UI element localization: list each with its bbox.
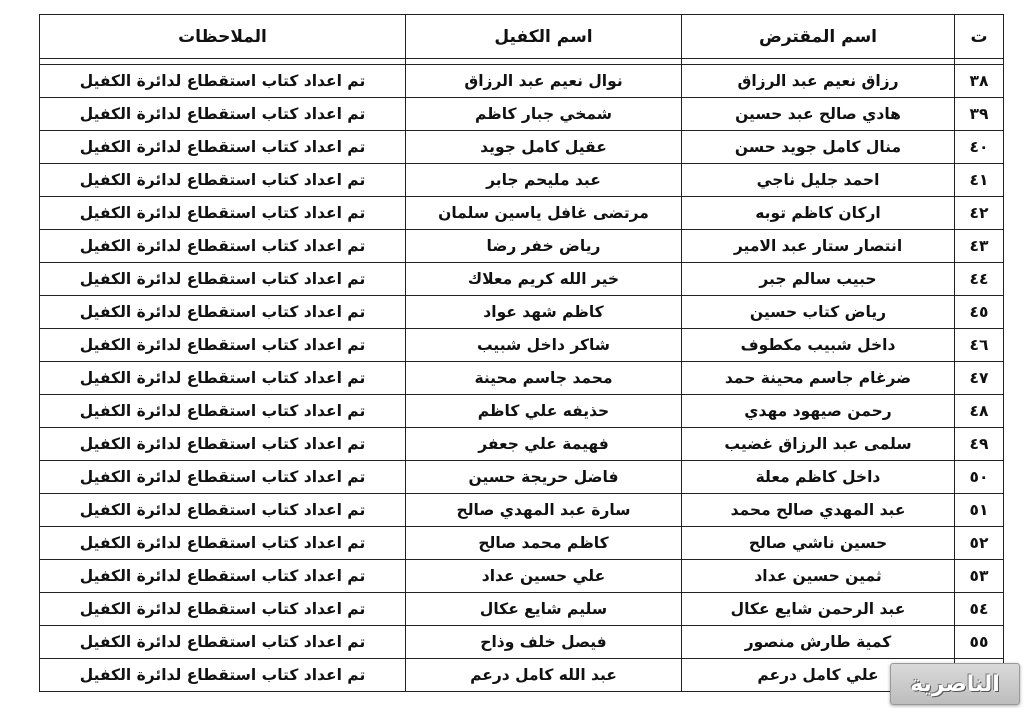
row-note: تم اعداد كتاب استقطاع لدائرة الكفيل xyxy=(40,65,406,98)
row-number: ٤٨ xyxy=(955,395,1004,428)
guarantor-name: محمد جاسم محينة xyxy=(406,362,682,395)
guarantor-name: رياض خفر رضا xyxy=(406,230,682,263)
row-number: ٥١ xyxy=(955,494,1004,527)
row-note: تم اعداد كتاب استقطاع لدائرة الكفيل xyxy=(40,296,406,329)
row-number: ٥٥ xyxy=(955,626,1004,659)
borrower-name: عبد الرحمن شايع عكال xyxy=(682,593,955,626)
row-note: تم اعداد كتاب استقطاع لدائرة الكفيل xyxy=(40,461,406,494)
row-note: تم اعداد كتاب استقطاع لدائرة الكفيل xyxy=(40,494,406,527)
row-note: تم اعداد كتاب استقطاع لدائرة الكفيل xyxy=(40,131,406,164)
borrower-name: ضرغام جاسم محينة حمد xyxy=(682,362,955,395)
row-note: تم اعداد كتاب استقطاع لدائرة الكفيل xyxy=(40,395,406,428)
borrower-name: كمية طارش منصور xyxy=(682,626,955,659)
header-notes: الملاحظات xyxy=(40,15,406,59)
table-row xyxy=(40,131,1004,164)
borrower-name: احمد جليل ناجي xyxy=(682,164,955,197)
loans-table xyxy=(39,14,1004,692)
borrower-name: داخل كاظم معلة xyxy=(682,461,955,494)
header-borrower: اسم المقترض xyxy=(682,15,955,59)
table-header-row xyxy=(40,15,1004,59)
table-row xyxy=(40,395,1004,428)
borrower-name: منال كامل جويد حسن xyxy=(682,131,955,164)
naseriya-watermark-logo xyxy=(890,663,1020,705)
guarantor-name: عبد الله كامل درعم xyxy=(406,659,682,692)
row-note: تم اعداد كتاب استقطاع لدائرة الكفيل xyxy=(40,626,406,659)
row-note: تم اعداد كتاب استقطاع لدائرة الكفيل xyxy=(40,98,406,131)
table-row xyxy=(40,65,1004,98)
row-number: ٤٩ xyxy=(955,428,1004,461)
row-note: تم اعداد كتاب استقطاع لدائرة الكفيل xyxy=(40,428,406,461)
table-row xyxy=(40,626,1004,659)
guarantor-name: خير الله كريم معلاك xyxy=(406,263,682,296)
row-number: ٤٣ xyxy=(955,230,1004,263)
row-number: ٥٠ xyxy=(955,461,1004,494)
table-row xyxy=(40,494,1004,527)
guarantor-name: مرتضى غافل ياسين سلمان xyxy=(406,197,682,230)
row-number: ٤٦ xyxy=(955,329,1004,362)
borrower-name: رياض كتاب حسين xyxy=(682,296,955,329)
table-row xyxy=(40,329,1004,362)
row-note: تم اعداد كتاب استقطاع لدائرة الكفيل xyxy=(40,263,406,296)
table-row xyxy=(40,362,1004,395)
row-note: تم اعداد كتاب استقطاع لدائرة الكفيل xyxy=(40,560,406,593)
row-note: تم اعداد كتاب استقطاع لدائرة الكفيل xyxy=(40,593,406,626)
row-number: ٣٨ xyxy=(955,65,1004,98)
table-row xyxy=(40,527,1004,560)
borrower-name: هادي صالح عبد حسين xyxy=(682,98,955,131)
row-note: تم اعداد كتاب استقطاع لدائرة الكفيل xyxy=(40,230,406,263)
guarantor-name: علي حسين عداد xyxy=(406,560,682,593)
row-note: تم اعداد كتاب استقطاع لدائرة الكفيل xyxy=(40,362,406,395)
guarantor-name: عقيل كامل جويد xyxy=(406,131,682,164)
borrower-name: انتصار ستار عبد الامير xyxy=(682,230,955,263)
row-note: تم اعداد كتاب استقطاع لدائرة الكفيل xyxy=(40,659,406,692)
borrower-name: حسين ناشي صالح xyxy=(682,527,955,560)
borrower-name: اركان كاظم توبه xyxy=(682,197,955,230)
row-note: تم اعداد كتاب استقطاع لدائرة الكفيل xyxy=(40,164,406,197)
row-number: ٥٢ xyxy=(955,527,1004,560)
table-body xyxy=(40,59,1004,692)
guarantor-name: شمخي جبار كاظم xyxy=(406,98,682,131)
table-row xyxy=(40,263,1004,296)
table-row xyxy=(40,428,1004,461)
guarantor-name: فيصل خلف وذاح xyxy=(406,626,682,659)
header-guarantor: اسم الكفيل xyxy=(406,15,682,59)
row-number: ٥٤ xyxy=(955,593,1004,626)
table-row xyxy=(40,659,1004,692)
row-number: ٤٥ xyxy=(955,296,1004,329)
guarantor-name: حذيفه علي كاظم xyxy=(406,395,682,428)
row-number: ٤١ xyxy=(955,164,1004,197)
borrower-name: علي كامل درعم xyxy=(682,659,955,692)
borrower-name: رزاق نعيم عبد الرزاق xyxy=(682,65,955,98)
row-number: ٥٣ xyxy=(955,560,1004,593)
table-row xyxy=(40,98,1004,131)
borrower-name: ثمين حسين عداد xyxy=(682,560,955,593)
guarantor-name: نوال نعيم عبد الرزاق xyxy=(406,65,682,98)
watermark-text: الناصرية xyxy=(910,671,1000,697)
row-number: ٤٧ xyxy=(955,362,1004,395)
borrower-name: عبد المهدي صالح محمد xyxy=(682,494,955,527)
table-row xyxy=(40,164,1004,197)
table-row xyxy=(40,593,1004,626)
table-row xyxy=(40,461,1004,494)
guarantor-name: فهيمة علي جعفر xyxy=(406,428,682,461)
table-row xyxy=(40,230,1004,263)
borrower-name: سلمى عبد الرزاق غضيب xyxy=(682,428,955,461)
borrower-name: رحمن صيهود مهدي xyxy=(682,395,955,428)
row-number: ٤٢ xyxy=(955,197,1004,230)
row-note: تم اعداد كتاب استقطاع لدائرة الكفيل xyxy=(40,527,406,560)
borrower-name: حبيب سالم جبر xyxy=(682,263,955,296)
guarantor-name: كاظم محمد صالح xyxy=(406,527,682,560)
guarantor-name: شاكر داخل شبيب xyxy=(406,329,682,362)
guarantor-name: كاظم شهد عواد xyxy=(406,296,682,329)
guarantor-name: عبد مليحم جابر xyxy=(406,164,682,197)
row-number: ٤٠ xyxy=(955,131,1004,164)
table-row xyxy=(40,197,1004,230)
guarantor-name: سارة عبد المهدي صالح xyxy=(406,494,682,527)
table-row xyxy=(40,296,1004,329)
guarantor-name: فاضل حريجة حسين xyxy=(406,461,682,494)
row-note: تم اعداد كتاب استقطاع لدائرة الكفيل xyxy=(40,197,406,230)
row-note: تم اعداد كتاب استقطاع لدائرة الكفيل xyxy=(40,329,406,362)
row-number: ٤٤ xyxy=(955,263,1004,296)
header-num: ت xyxy=(955,15,1004,59)
row-number: ٣٩ xyxy=(955,98,1004,131)
guarantor-name: سليم شايع عكال xyxy=(406,593,682,626)
table-row xyxy=(40,560,1004,593)
borrower-name: داخل شبيب مكطوف xyxy=(682,329,955,362)
